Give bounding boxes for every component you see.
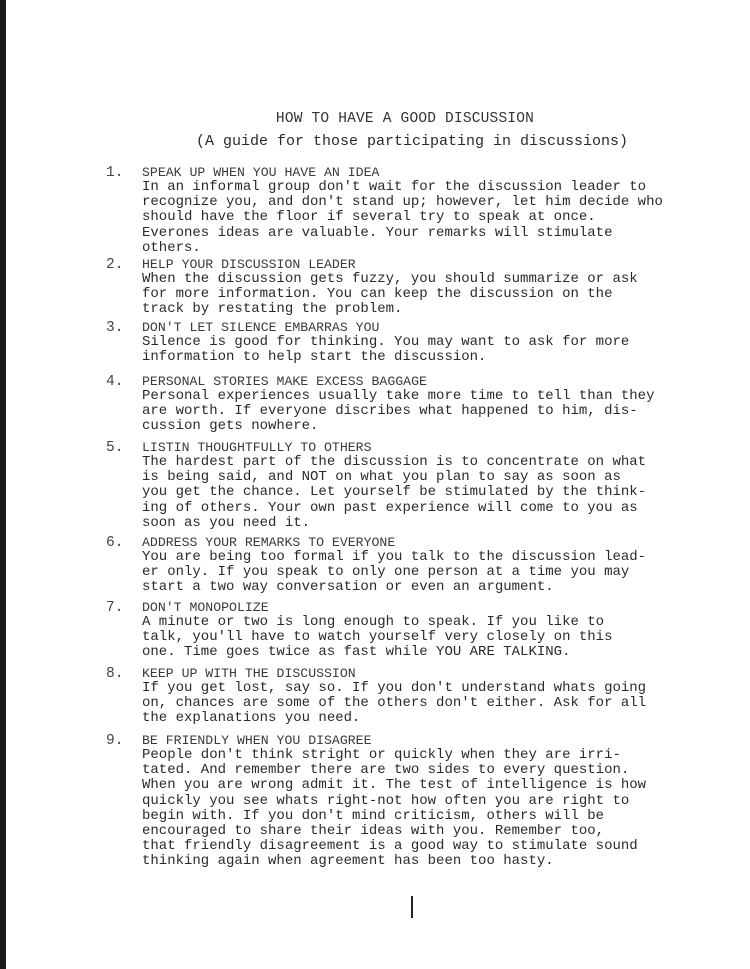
item-number: 2. <box>106 257 124 273</box>
item-body-line: encouraged to share their ideas with you. Remember too, <box>142 823 605 840</box>
item-number: 7. <box>106 600 124 616</box>
item-body <box>142 272 638 318</box>
item-body-line: should have the floor if several try to speak at once. <box>142 209 596 226</box>
item-body-line: quickly you see whats right-not how often you are right to <box>142 792 630 809</box>
item-body <box>142 681 646 727</box>
item-body <box>142 335 629 365</box>
item-body <box>142 180 663 256</box>
item-body-line: Everones ideas are valuable. Your remarks will stimulate <box>142 224 613 241</box>
item-body-line: In an informal group don't wait for the discussion leader to <box>142 179 647 195</box>
item-body-line: thinking again when agreement has been too hasty. <box>142 853 554 870</box>
item-body <box>142 748 646 870</box>
item-heading: DON'T LET SILENCE EMBARRAS YOU <box>142 320 380 335</box>
document-title <box>0 111 750 127</box>
item-body-line: that friendly disagreement is a good way to stimulate sound <box>142 838 638 855</box>
document-subtitle <box>0 133 750 150</box>
item-body-line: for more information. You can keep the discussion on the <box>142 286 613 303</box>
item-body <box>142 455 646 531</box>
document-subtitle-text: (A guide for those participating in discussions) <box>195 133 629 150</box>
item-heading: KEEP UP WITH THE DISCUSSION <box>142 666 356 681</box>
item-heading: ADDRESS YOUR REMARKS TO EVERYONE <box>142 535 396 550</box>
item-body <box>142 550 646 596</box>
item-body-line: er only. If you speak to only one person at a time you may <box>142 564 630 581</box>
item-body-line: soon as you need it. <box>142 514 311 531</box>
item-number: 4. <box>106 374 124 390</box>
item-body-line: begin with. If you don't mind criticism, others will be <box>142 807 605 824</box>
item-body-line: on, chances are some of the others don't either. Ask for all <box>142 695 647 712</box>
item-number: 1. <box>106 165 124 181</box>
item-body-line: ing of others. Your own past experience will come to you as <box>142 499 638 516</box>
item-body-line: You are being too formal if you talk to the discussion lead- <box>142 549 647 565</box>
item-heading: LISTIN THOUGHTFULLY TO OTHERS <box>142 440 372 455</box>
item-heading: DON'T MONOPOLIZE <box>142 600 269 615</box>
item-body-line: Personal experiences usually take more time to tell than they <box>142 388 655 404</box>
item-body-line: cussion gets nowhere. <box>142 418 319 435</box>
item-heading: HELP YOUR DISCUSSION LEADER <box>142 257 356 272</box>
item-number: 5. <box>106 440 124 456</box>
page-mark <box>411 896 413 918</box>
item-heading: BE FRIENDLY WHEN YOU DISAGREE <box>142 733 372 748</box>
item-body <box>142 389 654 435</box>
item-body-line: information to help start the discussion. <box>142 349 487 366</box>
item-body-line: tated. And remember there are two sides to every question. <box>142 762 630 779</box>
item-body-line: one. Time goes twice as fast while YOU ARE TALKING. <box>142 644 571 661</box>
item-body-line: talk, you'll have to watch yourself very closely on this <box>142 629 613 646</box>
document-title-text: HOW TO HAVE A GOOD DISCUSSION <box>275 111 535 127</box>
item-body-line: If you get lost, say so. If you don't understand whats going <box>142 680 647 696</box>
item-body-line: are worth. If everyone discribes what happened to him, dis- <box>142 403 638 420</box>
item-body-line: The hardest part of the discussion is to concentrate on what <box>142 454 647 470</box>
item-body-line: start a two way conversation or even an argument. <box>142 579 554 596</box>
item-body-line: People don't think stright or quickly when they are irri- <box>142 747 621 763</box>
item-body-line: When the discussion gets fuzzy, you should summarize or ask <box>142 271 638 287</box>
item-body-line: others. <box>142 239 201 256</box>
item-number: 8. <box>106 666 124 682</box>
item-number: 6. <box>106 535 124 551</box>
item-body-line: the explanations you need. <box>142 710 361 727</box>
item-number: 9. <box>106 733 124 749</box>
item-body-line: you get the chance. Let yourself be stimulated by the think- <box>142 484 647 501</box>
item-body-line: recognize you, and don't stand up; however, let him decide who <box>142 194 663 211</box>
item-body-line: When you are wrong admit it. The test of intelligence is how <box>142 777 647 794</box>
item-heading: PERSONAL STORIES MAKE EXCESS BAGGAGE <box>142 374 427 389</box>
item-body-line: track by restating the problem. <box>142 301 403 318</box>
item-number: 3. <box>106 320 124 336</box>
item-body-line: is being said, and NOT on what you plan to say as soon as <box>142 469 621 486</box>
item-body <box>142 615 612 661</box>
item-body-line: Silence is good for thinking. You may want to ask for more <box>142 334 630 350</box>
item-body-line: A minute or two is long enough to speak. If you like to <box>142 614 605 630</box>
item-heading: SPEAK UP WHEN YOU HAVE AN IDEA <box>142 165 380 180</box>
